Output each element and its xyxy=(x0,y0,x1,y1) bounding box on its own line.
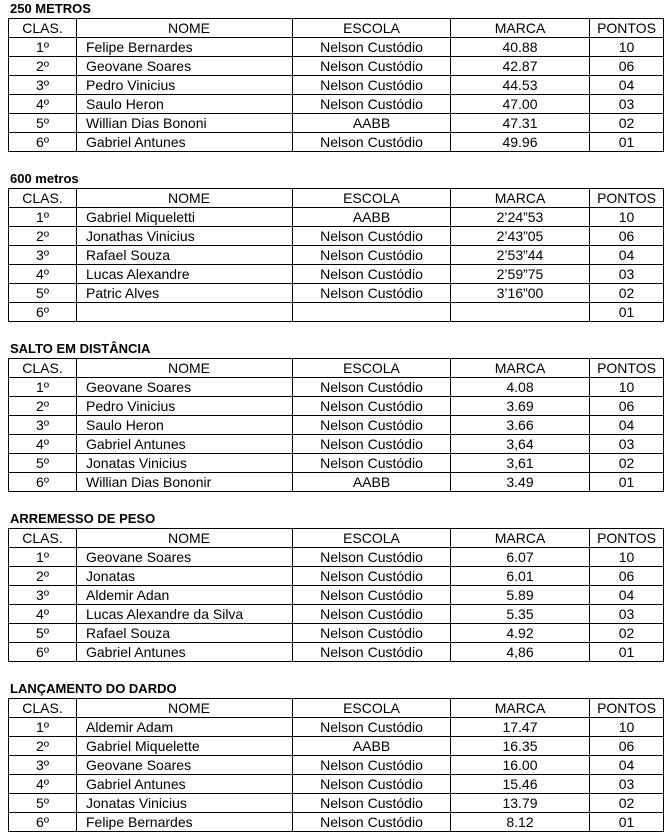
cell-clas: 3º xyxy=(9,586,77,605)
cell-clas: 6º xyxy=(9,303,77,322)
cell-clas: 4º xyxy=(9,775,77,794)
cell-pontos: 06 xyxy=(590,737,664,756)
column-header-nome: NOME xyxy=(77,19,293,38)
table-row xyxy=(9,473,664,492)
column-header-marca: MARCA xyxy=(451,189,590,208)
cell-escola: Nelson Custódio xyxy=(293,416,451,435)
results-table xyxy=(8,528,664,662)
table-row xyxy=(9,397,664,416)
cell-marca: 44.53 xyxy=(451,76,590,95)
cell-marca: 2’59”75 xyxy=(451,265,590,284)
column-header-pontos: PONTOS xyxy=(590,529,664,548)
column-header-escola: ESCOLA xyxy=(293,699,451,718)
cell-clas: 5º xyxy=(9,114,77,133)
results-section xyxy=(8,510,663,662)
table-header-row xyxy=(9,19,664,38)
cell-pontos: 01 xyxy=(590,133,664,152)
cell-escola: Nelson Custódio xyxy=(293,586,451,605)
column-header-clas: CLAS. xyxy=(9,529,77,548)
cell-marca: 5.35 xyxy=(451,605,590,624)
cell-nome: Gabriel Antunes xyxy=(77,643,293,662)
cell-escola: Nelson Custódio xyxy=(293,133,451,152)
table-row xyxy=(9,756,664,775)
cell-clas: 6º xyxy=(9,813,77,832)
cell-pontos: 02 xyxy=(590,114,664,133)
cell-nome: Pedro Vinicius xyxy=(77,76,293,95)
cell-escola: Nelson Custódio xyxy=(293,227,451,246)
cell-nome: Aldemir Adan xyxy=(77,586,293,605)
table-row xyxy=(9,605,664,624)
cell-nome: Gabriel Antunes xyxy=(77,133,293,152)
table-row xyxy=(9,548,664,567)
table-row xyxy=(9,416,664,435)
cell-clas: 2º xyxy=(9,737,77,756)
table-row xyxy=(9,567,664,586)
cell-marca: 3’16”00 xyxy=(451,284,590,303)
cell-marca: 3,61 xyxy=(451,454,590,473)
results-table xyxy=(8,698,664,832)
cell-pontos: 04 xyxy=(590,76,664,95)
cell-escola: Nelson Custódio xyxy=(293,284,451,303)
cell-nome xyxy=(77,303,293,322)
column-header-pontos: PONTOS xyxy=(590,359,664,378)
cell-nome: Gabriel Miqueletti xyxy=(77,208,293,227)
cell-clas: 4º xyxy=(9,95,77,114)
cell-nome: Willian Dias Bononi xyxy=(77,114,293,133)
cell-escola: Nelson Custódio xyxy=(293,246,451,265)
cell-clas: 5º xyxy=(9,284,77,303)
column-header-nome: NOME xyxy=(77,189,293,208)
cell-pontos: 01 xyxy=(590,303,664,322)
cell-pontos: 06 xyxy=(590,227,664,246)
cell-nome: Willian Dias Bononir xyxy=(77,473,293,492)
cell-marca: 5.89 xyxy=(451,586,590,605)
column-header-nome: NOME xyxy=(77,359,293,378)
table-row xyxy=(9,775,664,794)
cell-marca: 2’43”05 xyxy=(451,227,590,246)
cell-marca: 47.31 xyxy=(451,114,590,133)
cell-marca: 2’24”53 xyxy=(451,208,590,227)
cell-nome: Jonathas Vinicius xyxy=(77,227,293,246)
table-row xyxy=(9,737,664,756)
cell-nome: Gabriel Antunes xyxy=(77,775,293,794)
table-row xyxy=(9,284,664,303)
cell-marca: 3,64 xyxy=(451,435,590,454)
cell-escola: Nelson Custódio xyxy=(293,813,451,832)
cell-pontos: 01 xyxy=(590,813,664,832)
table-row xyxy=(9,265,664,284)
cell-marca: 13.79 xyxy=(451,794,590,813)
results-section xyxy=(8,0,663,152)
cell-clas: 3º xyxy=(9,76,77,95)
cell-escola: Nelson Custódio xyxy=(293,76,451,95)
cell-pontos: 03 xyxy=(590,265,664,284)
cell-nome: Felipe Bernardes xyxy=(77,813,293,832)
cell-pontos: 01 xyxy=(590,473,664,492)
cell-marca: 17.47 xyxy=(451,718,590,737)
cell-escola: Nelson Custódio xyxy=(293,605,451,624)
results-table xyxy=(8,18,664,152)
column-header-escola: ESCOLA xyxy=(293,529,451,548)
section-title: 600 metros xyxy=(10,171,79,186)
cell-pontos: 10 xyxy=(590,378,664,397)
cell-pontos: 10 xyxy=(590,718,664,737)
table-row xyxy=(9,378,664,397)
section-title: LANÇAMENTO DO DARDO xyxy=(10,681,177,696)
cell-escola xyxy=(293,303,451,322)
cell-escola: Nelson Custódio xyxy=(293,397,451,416)
column-header-marca: MARCA xyxy=(451,359,590,378)
cell-pontos: 03 xyxy=(590,605,664,624)
column-header-clas: CLAS. xyxy=(9,699,77,718)
cell-nome: Gabriel Miquelette xyxy=(77,737,293,756)
table-row xyxy=(9,38,664,57)
table-row xyxy=(9,227,664,246)
column-header-escola: ESCOLA xyxy=(293,359,451,378)
cell-nome: Lucas Alexandre da Silva xyxy=(77,605,293,624)
table-header-row xyxy=(9,359,664,378)
cell-nome: Jonatas Vinicius xyxy=(77,454,293,473)
column-header-pontos: PONTOS xyxy=(590,19,664,38)
cell-marca: 4.08 xyxy=(451,378,590,397)
results-table xyxy=(8,358,664,492)
cell-nome: Gabriel Antunes xyxy=(77,435,293,454)
cell-escola: Nelson Custódio xyxy=(293,756,451,775)
cell-pontos: 10 xyxy=(590,208,664,227)
column-header-marca: MARCA xyxy=(451,699,590,718)
cell-escola: Nelson Custódio xyxy=(293,548,451,567)
cell-nome: Rafael Souza xyxy=(77,246,293,265)
table-header-row xyxy=(9,699,664,718)
cell-escola: Nelson Custódio xyxy=(293,265,451,284)
column-header-marca: MARCA xyxy=(451,19,590,38)
cell-nome: Geovane Soares xyxy=(77,378,293,397)
cell-marca: 15.46 xyxy=(451,775,590,794)
column-header-pontos: PONTOS xyxy=(590,189,664,208)
cell-nome: Lucas Alexandre xyxy=(77,265,293,284)
section-title: 250 METROS xyxy=(10,1,91,16)
table-row xyxy=(9,643,664,662)
column-header-nome: NOME xyxy=(77,529,293,548)
cell-escola: Nelson Custódio xyxy=(293,435,451,454)
column-header-clas: CLAS. xyxy=(9,19,77,38)
cell-escola: Nelson Custódio xyxy=(293,643,451,662)
cell-clas: 6º xyxy=(9,643,77,662)
table-row xyxy=(9,57,664,76)
cell-marca: 42.87 xyxy=(451,57,590,76)
cell-escola: Nelson Custódio xyxy=(293,57,451,76)
table-row xyxy=(9,454,664,473)
table-row xyxy=(9,208,664,227)
table-row xyxy=(9,586,664,605)
column-header-pontos: PONTOS xyxy=(590,699,664,718)
column-header-clas: CLAS. xyxy=(9,189,77,208)
table-header-row xyxy=(9,189,664,208)
cell-pontos: 03 xyxy=(590,95,664,114)
cell-marca: 4,86 xyxy=(451,643,590,662)
table-row xyxy=(9,303,664,322)
cell-clas: 6º xyxy=(9,133,77,152)
cell-pontos: 10 xyxy=(590,548,664,567)
cell-clas: 2º xyxy=(9,567,77,586)
cell-clas: 1º xyxy=(9,208,77,227)
column-header-marca: MARCA xyxy=(451,529,590,548)
cell-escola: Nelson Custódio xyxy=(293,454,451,473)
cell-marca xyxy=(451,303,590,322)
results-section xyxy=(8,170,663,322)
cell-nome: Rafael Souza xyxy=(77,624,293,643)
cell-escola: AABB xyxy=(293,114,451,133)
cell-clas: 3º xyxy=(9,756,77,775)
cell-escola: AABB xyxy=(293,737,451,756)
cell-pontos: 06 xyxy=(590,397,664,416)
cell-clas: 4º xyxy=(9,265,77,284)
cell-nome: Saulo Heron xyxy=(77,95,293,114)
cell-marca: 3.49 xyxy=(451,473,590,492)
table-header-row xyxy=(9,529,664,548)
cell-escola: Nelson Custódio xyxy=(293,95,451,114)
cell-marca: 40.88 xyxy=(451,38,590,57)
cell-nome: Felipe Bernardes xyxy=(77,38,293,57)
cell-marca: 6.07 xyxy=(451,548,590,567)
cell-escola: Nelson Custódio xyxy=(293,718,451,737)
results-table xyxy=(8,188,664,322)
cell-pontos: 03 xyxy=(590,775,664,794)
cell-pontos: 06 xyxy=(590,567,664,586)
cell-clas: 4º xyxy=(9,435,77,454)
column-header-escola: ESCOLA xyxy=(293,189,451,208)
cell-clas: 1º xyxy=(9,378,77,397)
table-row xyxy=(9,95,664,114)
cell-escola: Nelson Custódio xyxy=(293,567,451,586)
cell-nome: Patric Alves xyxy=(77,284,293,303)
cell-marca: 4.92 xyxy=(451,624,590,643)
cell-escola: Nelson Custódio xyxy=(293,624,451,643)
cell-nome: Jonatas xyxy=(77,567,293,586)
cell-clas: 1º xyxy=(9,718,77,737)
results-section xyxy=(8,680,663,832)
column-header-clas: CLAS. xyxy=(9,359,77,378)
column-header-nome: NOME xyxy=(77,699,293,718)
cell-nome: Jonatas Vinicius xyxy=(77,794,293,813)
section-title: SALTO EM DISTÂNCIA xyxy=(10,341,151,356)
cell-pontos: 04 xyxy=(590,416,664,435)
cell-pontos: 04 xyxy=(590,246,664,265)
cell-escola: Nelson Custódio xyxy=(293,38,451,57)
cell-clas: 1º xyxy=(9,548,77,567)
cell-clas: 3º xyxy=(9,416,77,435)
cell-marca: 49.96 xyxy=(451,133,590,152)
cell-clas: 3º xyxy=(9,246,77,265)
table-row xyxy=(9,794,664,813)
table-row xyxy=(9,114,664,133)
cell-nome: Geovane Soares xyxy=(77,548,293,567)
cell-marca: 6.01 xyxy=(451,567,590,586)
cell-pontos: 02 xyxy=(590,794,664,813)
cell-marca: 8.12 xyxy=(451,813,590,832)
cell-pontos: 03 xyxy=(590,435,664,454)
cell-pontos: 02 xyxy=(590,454,664,473)
table-row xyxy=(9,624,664,643)
cell-nome: Geovane Soares xyxy=(77,57,293,76)
cell-pontos: 04 xyxy=(590,586,664,605)
section-title: ARREMESSO DE PESO xyxy=(10,511,156,526)
cell-clas: 2º xyxy=(9,227,77,246)
cell-pontos: 04 xyxy=(590,756,664,775)
cell-marca: 16.35 xyxy=(451,737,590,756)
cell-pontos: 06 xyxy=(590,57,664,76)
cell-clas: 2º xyxy=(9,397,77,416)
cell-nome: Aldemir Adam xyxy=(77,718,293,737)
cell-marca: 16.00 xyxy=(451,756,590,775)
table-row xyxy=(9,718,664,737)
cell-marca: 3.69 xyxy=(451,397,590,416)
cell-escola: AABB xyxy=(293,208,451,227)
cell-nome: Pedro Vinicius xyxy=(77,397,293,416)
cell-escola: AABB xyxy=(293,473,451,492)
table-row xyxy=(9,246,664,265)
cell-pontos: 10 xyxy=(590,38,664,57)
cell-escola: Nelson Custódio xyxy=(293,378,451,397)
cell-nome: Saulo Heron xyxy=(77,416,293,435)
cell-clas: 6º xyxy=(9,473,77,492)
cell-marca: 47.00 xyxy=(451,95,590,114)
table-row xyxy=(9,133,664,152)
cell-clas: 1º xyxy=(9,38,77,57)
cell-pontos: 02 xyxy=(590,624,664,643)
cell-clas: 5º xyxy=(9,794,77,813)
cell-marca: 3.66 xyxy=(451,416,590,435)
table-row xyxy=(9,76,664,95)
cell-clas: 5º xyxy=(9,624,77,643)
cell-marca: 2’53”44 xyxy=(451,246,590,265)
cell-escola: Nelson Custódio xyxy=(293,794,451,813)
cell-pontos: 02 xyxy=(590,284,664,303)
cell-clas: 2º xyxy=(9,57,77,76)
table-row xyxy=(9,435,664,454)
cell-clas: 5º xyxy=(9,454,77,473)
cell-escola: Nelson Custódio xyxy=(293,775,451,794)
cell-nome: Geovane Soares xyxy=(77,756,293,775)
results-section xyxy=(8,340,663,492)
column-header-escola: ESCOLA xyxy=(293,19,451,38)
table-row xyxy=(9,813,664,832)
cell-clas: 4º xyxy=(9,605,77,624)
cell-pontos: 01 xyxy=(590,643,664,662)
